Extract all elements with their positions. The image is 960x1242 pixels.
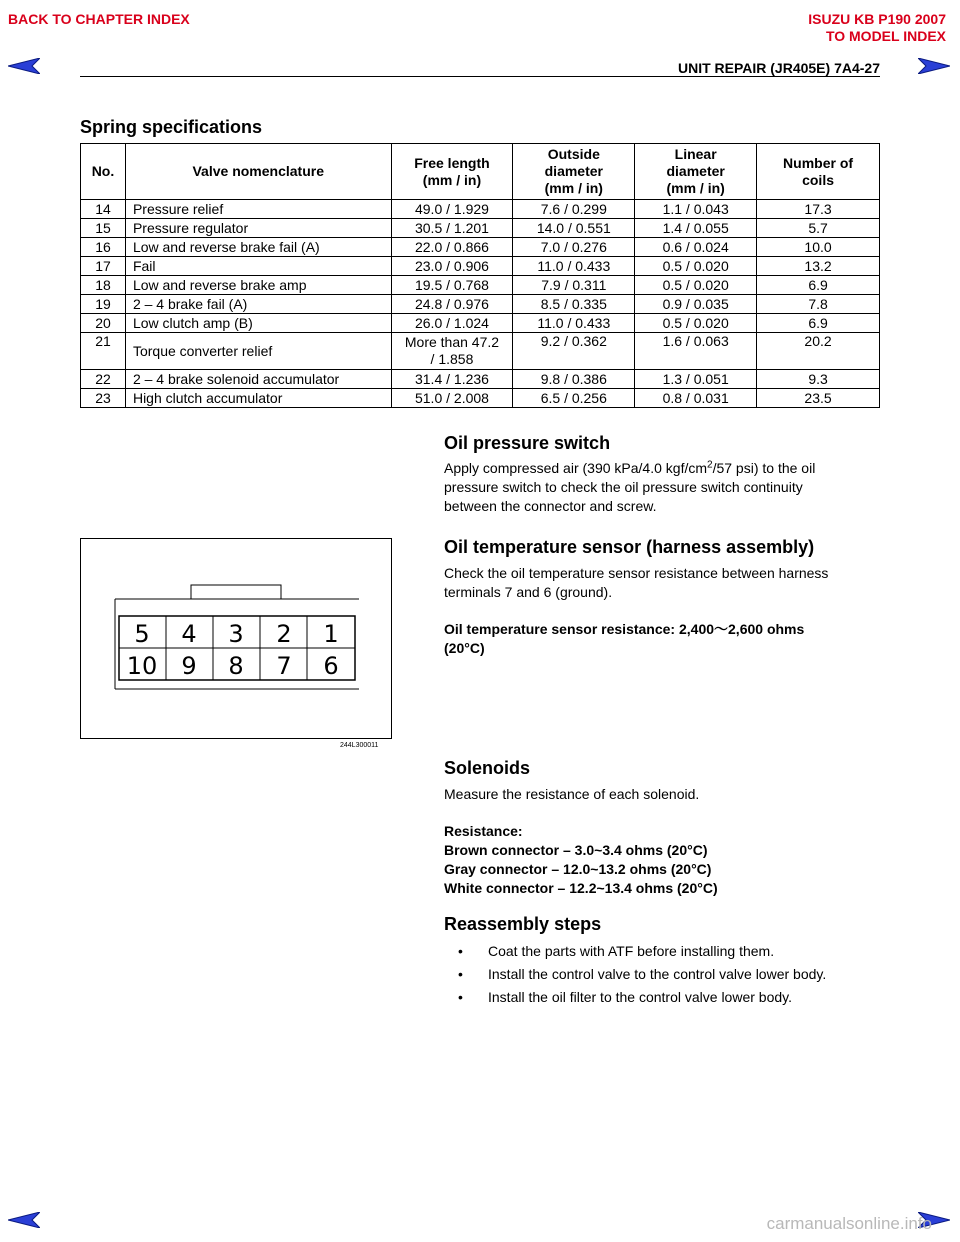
col-outside-diameter: Outside diameter (mm / in) — [513, 144, 635, 200]
cell-name: Low clutch amp (B) — [125, 314, 391, 333]
cell-linear-diameter: 0.9 / 0.035 — [635, 295, 757, 314]
reassembly-steps-list — [444, 942, 826, 1011]
col-number-of-coils: Number of coils — [757, 144, 880, 200]
terminal-label: 6 — [323, 652, 339, 680]
solenoids-heading: Solenoids — [444, 758, 531, 778]
cell-name: Pressure relief — [125, 200, 391, 219]
cell-coils: 23.5 — [757, 389, 880, 408]
col-valve-nomenclature: Valve nomenclature — [125, 144, 391, 200]
terminal-label: 5 — [134, 620, 150, 648]
cell-no: 23 — [81, 389, 126, 408]
cell-coils: 20.2 — [757, 333, 880, 370]
reassembly-heading: Reassembly steps — [444, 914, 602, 934]
col-no: No. — [81, 144, 126, 200]
table-row — [81, 370, 880, 389]
oil-temp-sensor-text: Check the oil temperature sensor resistance between harness terminals 7 and 6 (ground). — [444, 565, 829, 600]
terminal-label: 9 — [181, 652, 197, 680]
cell-linear-diameter: 0.6 / 0.024 — [635, 238, 757, 257]
watermark: carmanualsonline.info — [766, 1214, 932, 1233]
oil-temp-sensor-spec: Oil temperature sensor resistance: 2,400～2,600 ohms (20°C) — [444, 621, 805, 656]
cell-no: 15 — [81, 219, 126, 238]
cell-linear-diameter: 1.6 / 0.063 — [635, 333, 757, 370]
page-header-title: UNIT REPAIR (JR405E) 7A4-27 — [677, 60, 880, 76]
spring-spec-heading: Spring specifications — [80, 117, 263, 137]
oil-pressure-switch-heading: Oil pressure switch — [444, 433, 611, 453]
cell-outside-diameter: 7.9 / 0.311 — [513, 276, 635, 295]
cell-free-length: 31.4 / 1.236 — [391, 370, 513, 389]
cell-free-length: 49.0 / 1.929 — [391, 200, 513, 219]
cell-outside-diameter: 6.5 / 0.256 — [513, 389, 635, 408]
table-row — [81, 238, 880, 257]
oil-pressure-switch-text: Apply compressed air (390 kPa/4.0 kgf/$cm^2/57$ psi) to the oil pressure switch to check the oil pressure switch continuity between the connector and screw. — [444, 459, 816, 514]
connector-terminal-figure — [80, 538, 392, 739]
terminal-label: 8 — [228, 652, 244, 680]
terminal-label: 7 — [276, 652, 292, 680]
col-linear-diameter: Linear diameter (mm / in) — [635, 144, 757, 200]
cell-no: 20 — [81, 314, 126, 333]
table-header-row — [81, 144, 880, 200]
header-rule — [80, 76, 880, 77]
terminal-label: 1 — [323, 620, 339, 648]
spring-spec-table — [80, 143, 880, 408]
cell-outside-diameter: 9.8 / 0.386 — [513, 370, 635, 389]
cell-no: 18 — [81, 276, 126, 295]
col-free-length: Free length (mm / in) — [391, 144, 513, 200]
solenoid-resistance-spec: Resistance: Brown connector – 3.0~3.4 ohms (20°C) Gray connector – 12.0~13.2 ohms (20°C) White connector – 12.2~13.4 ohms (20°C) — [444, 823, 718, 896]
table-row — [81, 389, 880, 408]
cell-free-length: 22.0 / 0.866 — [391, 238, 513, 257]
table-row — [81, 295, 880, 314]
figure-caption: 244L300011 — [340, 742, 379, 749]
oil-temp-sensor-heading: Oil temperature sensor (harness assembly) — [444, 537, 815, 557]
to-model-index-label: TO MODEL INDEX — [825, 28, 946, 44]
cell-outside-diameter: 7.0 / 0.276 — [513, 238, 635, 257]
cell-name: Torque converter relief — [125, 333, 391, 370]
cell-coils: 13.2 — [757, 257, 880, 276]
table-row — [81, 333, 880, 370]
cell-free-length: 23.0 / 0.906 — [391, 257, 513, 276]
cell-linear-diameter: 1.1 / 0.043 — [635, 200, 757, 219]
cell-coils: 7.8 — [757, 295, 880, 314]
back-to-chapter-index-link[interactable]: BACK TO CHAPTER INDEX — [8, 11, 190, 27]
cell-coils: 6.9 — [757, 314, 880, 333]
terminal-label: 2 — [276, 620, 292, 648]
list-item: • Coat the parts with ATF before installing them. — [458, 943, 775, 959]
next-page-arrow-icon[interactable] — [918, 58, 950, 74]
cell-coils: 17.3 — [757, 200, 880, 219]
cell-coils: 10.0 — [757, 238, 880, 257]
model-name: ISUZU KB P190 2007 — [808, 11, 946, 27]
cell-free-length: 51.0 / 2.008 — [391, 389, 513, 408]
table-row — [81, 219, 880, 238]
cell-coils: 9.3 — [757, 370, 880, 389]
cell-coils: 6.9 — [757, 276, 880, 295]
connector-diagram — [81, 539, 391, 738]
cell-free-length: 26.0 / 1.024 — [391, 314, 513, 333]
terminal-label: 4 — [181, 620, 197, 648]
previous-page-arrow-icon[interactable] — [8, 58, 40, 74]
cell-name: Pressure regulator — [125, 219, 391, 238]
cell-name: 2 – 4 brake solenoid accumulator — [125, 370, 391, 389]
cell-outside-diameter: 11.0 / 0.433 — [513, 314, 635, 333]
list-item: • Install the control valve to the control valve lower body. — [458, 966, 827, 982]
cell-outside-diameter: 14.0 / 0.551 — [513, 219, 635, 238]
previous-page-arrow-icon[interactable] — [8, 1212, 40, 1228]
cell-free-length: 19.5 / 0.768 — [391, 276, 513, 295]
cell-coils: 5.7 — [757, 219, 880, 238]
cell-linear-diameter: 1.3 / 0.051 — [635, 370, 757, 389]
cell-outside-diameter: 7.6 / 0.299 — [513, 200, 635, 219]
cell-outside-diameter: 11.0 / 0.433 — [513, 257, 635, 276]
cell-name: Low and reverse brake amp — [125, 276, 391, 295]
cell-name: High clutch accumulator — [125, 389, 391, 408]
cell-name: 2 – 4 brake fail (A) — [125, 295, 391, 314]
terminal-label: 10 — [126, 652, 158, 680]
cell-name: Low and reverse brake fail (A) — [125, 238, 391, 257]
cell-free-length: 30.5 / 1.201 — [391, 219, 513, 238]
cell-no: 19 — [81, 295, 126, 314]
cell-linear-diameter: 0.5 / 0.020 — [635, 257, 757, 276]
cell-no: 16 — [81, 238, 126, 257]
table-row — [81, 257, 880, 276]
cell-linear-diameter: 0.5 / 0.020 — [635, 314, 757, 333]
cell-free-length: 24.8 / 0.976 — [391, 295, 513, 314]
cell-no: 22 — [81, 370, 126, 389]
table-row — [81, 276, 880, 295]
cell-name: Fail — [125, 257, 391, 276]
cell-no: 21 — [81, 333, 126, 370]
table-row — [81, 314, 880, 333]
cell-outside-diameter: 9.2 / 0.362 — [513, 333, 635, 370]
list-item: • Install the oil filter to the control valve lower body. — [458, 989, 793, 1005]
solenoids-text: Measure the resistance of each solenoid. — [444, 786, 700, 802]
cell-no: 14 — [81, 200, 126, 219]
table-row — [81, 200, 880, 219]
cell-linear-diameter: 0.8 / 0.031 — [635, 389, 757, 408]
cell-linear-diameter: 0.5 / 0.020 — [635, 276, 757, 295]
terminal-label: 3 — [228, 620, 244, 648]
cell-linear-diameter: 1.4 / 0.055 — [635, 219, 757, 238]
cell-no: 17 — [81, 257, 126, 276]
model-index-link[interactable] — [808, 11, 946, 45]
cell-outside-diameter: 8.5 / 0.335 — [513, 295, 635, 314]
cell-free-length: More than 47.2 / 1.858 — [391, 333, 513, 370]
